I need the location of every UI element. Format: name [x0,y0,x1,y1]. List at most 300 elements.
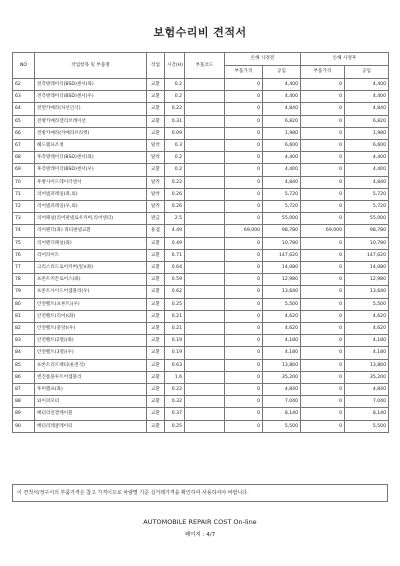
table-row [13,310,389,322]
table-row [13,164,389,176]
row-after-labor: 4,620 [345,323,389,335]
row-no: 79 [13,286,35,298]
row-after-parts: 0 [301,140,345,152]
row-no: 89 [13,408,35,420]
row-after-parts: 0 [301,103,345,115]
row-no: 73 [13,213,35,225]
row-item-name: 리어패널(리어판넬로우커버,리어센터) [35,213,147,225]
estimate-table-wrapper [12,52,388,433]
row-hours: 0.21 [165,310,185,322]
row-before-parts: 0 [225,359,263,371]
row-item-name: 전방카메라캘리브레이션 [35,115,147,127]
row-no: 86 [13,371,35,383]
row-after-labor: 147,620 [345,249,389,261]
table-row [13,140,389,152]
page-number: 페이지 : 4/7 [184,532,216,538]
row-item-name: 후미램프(좌) [35,384,147,396]
row-after-parts: 0 [301,91,345,103]
row-item-name: 안전벨트(리어)(좌) [35,310,147,322]
row-part-code [185,310,225,322]
table-row [13,91,389,103]
row-hours: 0.22 [165,384,185,396]
row-no: 87 [13,384,35,396]
row-before-parts: 0 [225,384,263,396]
table-row [13,323,389,335]
row-after-parts: 0 [301,213,345,225]
row-before-parts: 0 [225,408,263,420]
row-work: 교환 [147,323,165,335]
row-before-parts: 0 [225,201,263,213]
row-no: 78 [13,274,35,286]
disclaimer-note: 이 견적서/정구서의 부품가격은 참고 가격이므로 차량별 기준 실거래가격을 확인하여 사용하셔야 바랍니다. [12,484,388,502]
row-work: 교환 [147,237,165,249]
row-no: 81 [13,310,35,322]
header-after-labor: 공임 [345,66,389,79]
row-work: 교환 [147,127,165,139]
row-item-name: 안전벨트(2열)(좌) [35,335,147,347]
row-after-parts: 0 [301,347,345,359]
row-part-code [185,188,225,200]
row-hours: 0.22 [165,176,185,188]
row-no: 70 [13,176,35,188]
row-before-labor: 4,180 [263,347,301,359]
row-hours: 0.2 [165,79,185,91]
row-before-parts: 0 [225,396,263,408]
row-work: 교환 [147,91,165,103]
row-before-labor: 4,400 [263,91,301,103]
row-item-name: 후측방레이더(BSD)센서(우) [35,164,147,176]
row-no: 75 [13,237,35,249]
row-no: 84 [13,347,35,359]
row-work: 탈착 [147,201,165,213]
row-after-parts: 0 [301,115,345,127]
row-hours: 4.49 [165,225,185,237]
table-row [13,213,389,225]
row-item-name: 헤드램프조정 [35,140,147,152]
row-before-parts: 0 [225,152,263,164]
row-after-parts: 0 [301,79,345,91]
row-after-parts: 0 [301,408,345,420]
row-work: 판금 [147,213,165,225]
row-after-parts: 0 [301,371,345,383]
table-row [13,384,389,396]
table-row [13,225,389,237]
table-row [13,359,389,371]
table-row [13,188,389,200]
header-no: NO [13,53,35,79]
row-no: 67 [13,140,35,152]
row-work: 교환 [147,420,165,432]
row-before-parts: 0 [225,188,263,200]
row-item-name: 엔진룸플루트어셈블리 [35,371,147,383]
table-row [13,262,389,274]
table-row [13,237,389,249]
row-no: 88 [13,396,35,408]
row-hours: 0.3 [165,140,185,152]
row-work: 교환 [147,335,165,347]
row-part-code [185,127,225,139]
row-part-code [185,103,225,115]
row-before-labor: 12,980 [263,274,301,286]
row-part-code [185,91,225,103]
table-row [13,286,389,298]
row-after-parts: 69,000 [301,225,345,237]
row-no: 68 [13,152,35,164]
table-row [13,249,389,261]
table-row [13,298,389,310]
row-work: 교환 [147,396,165,408]
row-hours: 2.5 [165,213,185,225]
row-hours: 0.26 [165,201,185,213]
row-after-labor: 7,040 [345,396,389,408]
table-row [13,152,389,164]
row-after-labor: 1,980 [345,127,389,139]
row-part-code [185,152,225,164]
row-work: 교환 [147,274,165,286]
row-before-parts: 0 [225,274,263,286]
row-hours: 0.25 [165,298,185,310]
row-work: 탈착 [147,188,165,200]
footer-brand: AUTOMOBILE REPAIR COST On-line [143,518,257,526]
table-row [13,420,389,432]
row-before-parts: 0 [225,115,263,127]
row-after-labor: 5,500 [345,420,389,432]
row-hours: 0.19 [165,335,185,347]
row-before-parts: 0 [225,310,263,322]
row-work: 교환 [147,115,165,127]
row-work: 교환 [147,384,165,396]
row-after-labor: 4,180 [345,347,389,359]
row-after-labor: 12,980 [345,274,389,286]
row-no: 64 [13,103,35,115]
row-item-name: 리어펜더패널(좌) [35,237,147,249]
row-item-name: 리어범퍼레일(좌,외) [35,188,147,200]
row-no: 74 [13,225,35,237]
row-after-parts: 0 [301,359,345,371]
row-after-parts: 0 [301,176,345,188]
row-no: 65 [13,115,35,127]
row-no: 83 [13,335,35,347]
row-part-code [185,262,225,274]
row-before-labor: 4,400 [263,79,301,91]
row-before-labor: 4,180 [263,335,301,347]
row-before-parts: 0 [225,91,263,103]
row-after-parts: 0 [301,237,345,249]
row-no: 71 [13,188,35,200]
row-before-parts: 0 [225,249,263,261]
row-before-labor: 5,500 [263,420,301,432]
row-after-parts: 0 [301,201,345,213]
table-row [13,408,389,420]
row-before-parts: 0 [225,103,263,115]
row-before-labor: 147,620 [263,249,301,261]
row-work: 교환 [147,347,165,359]
header-row-top [13,53,389,66]
row-item-name: 배터리연결케이블 [35,408,147,420]
row-no: 62 [13,79,35,91]
row-hours: 0.2 [165,152,185,164]
row-after-labor: 4,400 [345,79,389,91]
row-part-code [185,335,225,347]
row-no: 90 [13,420,35,432]
row-part-code [185,237,225,249]
row-work: 교환 [147,286,165,298]
row-part-code [185,323,225,335]
row-before-labor: 98,780 [263,225,301,237]
row-no: 77 [13,262,35,274]
table-body [13,79,389,433]
row-after-labor: 10,780 [345,237,389,249]
row-part-code [185,225,225,237]
row-no: 76 [13,249,35,261]
row-before-labor: 5,500 [263,298,301,310]
table-row [13,371,389,383]
table-row [13,274,389,286]
row-item-name: 크리스티드로어커버(앞)(좌) [35,262,147,274]
row-before-parts: 0 [225,176,263,188]
row-item-name: 리어펜더(좌) 쿼터판넬교환 [35,225,147,237]
row-after-labor: 4,620 [345,310,389,322]
row-after-parts: 0 [301,335,345,347]
row-hours: 0.59 [165,274,185,286]
row-after-parts: 0 [301,420,345,432]
row-before-labor: 4,840 [263,176,301,188]
row-part-code [185,384,225,396]
row-before-labor: 7,040 [263,396,301,408]
row-before-labor: 4,840 [263,384,301,396]
row-part-code [185,359,225,371]
row-hours: 0.32 [165,396,185,408]
row-work: 탈착 [147,152,165,164]
row-hours: 6.71 [165,249,185,261]
row-after-parts: 0 [301,384,345,396]
row-before-parts: 0 [225,335,263,347]
row-item-name: 전측방레이더(BSD)센서(좌) [35,79,147,91]
row-after-labor: 98,780 [345,225,389,237]
row-before-parts: 0 [225,164,263,176]
row-before-parts: 0 [225,237,263,249]
row-hours: 0.49 [165,237,185,249]
row-before-parts: 0 [225,298,263,310]
row-before-labor: 4,620 [263,310,301,322]
row-after-labor: 4,400 [345,91,389,103]
row-after-labor: 5,500 [345,298,389,310]
row-item-name: 와이퍼모터 [35,396,147,408]
row-before-labor: 5,720 [263,201,301,213]
row-after-parts: 0 [301,396,345,408]
row-work: 탈착 [147,176,165,188]
header-before-parts: 부품가격 [225,66,263,79]
row-work: 교환 [147,103,165,115]
row-before-labor: 1,980 [263,127,301,139]
row-item-name: 프론트리트랙터(운전석) [35,359,147,371]
row-hours: 0.19 [165,347,185,359]
table-row [13,396,389,408]
row-before-labor: 14,080 [263,262,301,274]
row-before-parts: 0 [225,79,263,91]
row-before-labor: 6,600 [263,140,301,152]
row-work: 교환 [147,262,165,274]
row-before-parts: 0 [225,213,263,225]
row-no: 80 [13,298,35,310]
row-before-parts: 0 [225,127,263,139]
row-before-parts: 0 [225,420,263,432]
row-item-name: 안전벨트(중앙)(우) [35,323,147,335]
row-part-code [185,115,225,127]
row-before-labor: 5,720 [263,188,301,200]
row-before-parts: 0 [225,347,263,359]
row-after-labor: 6,600 [345,140,389,152]
row-part-code [185,347,225,359]
row-before-labor: 55,000 [263,213,301,225]
row-after-labor: 13,860 [345,359,389,371]
row-item-name: 배터리레귤레이터 [35,420,147,432]
row-part-code [185,213,225,225]
row-item-name: 프론트커튼로어스(좌) [35,274,147,286]
row-before-parts: 0 [225,323,263,335]
row-after-labor: 6,820 [345,115,389,127]
row-work: 용접 [147,225,165,237]
row-hours: 0.64 [165,262,185,274]
table-row [13,347,389,359]
row-after-labor: 4,840 [345,176,389,188]
row-after-parts: 0 [301,274,345,286]
row-after-labor: 13,640 [345,286,389,298]
row-part-code [185,371,225,383]
row-hours: 0.63 [165,359,185,371]
row-work: 교환 [147,164,165,176]
row-item-name: 안전벨트(프론트)(우) [35,298,147,310]
table-row [13,201,389,213]
row-after-parts: 0 [301,286,345,298]
row-item-name: 전방카메라(카메라브라켓) [35,127,147,139]
row-before-labor: 6,820 [263,115,301,127]
table-row [13,115,389,127]
row-hours: 0.2 [165,164,185,176]
row-part-code [185,408,225,420]
table-row [13,103,389,115]
row-item-name: 안전벨트(3열)(우) [35,347,147,359]
row-part-code [185,79,225,91]
row-item-name: 프론트사이드어셈블리(우) [35,286,147,298]
row-before-labor: 10,780 [263,237,301,249]
row-before-parts: 0 [225,286,263,298]
row-item-name: 전측방레이더(BSD)센서(우) [35,91,147,103]
row-hours: 0.09 [165,127,185,139]
document-title: 보험수리비 견적서 [153,26,247,39]
row-after-parts: 0 [301,164,345,176]
row-before-labor: 13,860 [263,359,301,371]
row-after-labor: 4,840 [345,384,389,396]
row-item-name: 후측방레이더(BSD)센서(좌) [35,152,147,164]
estimate-table [12,52,389,433]
row-work: 교환 [147,310,165,322]
row-part-code [185,396,225,408]
row-work: 교환 [147,298,165,310]
row-hours: 0.26 [165,188,185,200]
row-after-parts: 0 [301,262,345,274]
row-before-labor: 4,400 [263,152,301,164]
table-row [13,335,389,347]
row-before-labor: 4,620 [263,323,301,335]
row-work: 교환 [147,249,165,261]
row-no: 63 [13,91,35,103]
row-hours: 0.37 [165,408,185,420]
row-hours: 0.22 [165,103,185,115]
row-hours: 1.6 [165,371,185,383]
row-part-code [185,140,225,152]
row-before-parts: 69,000 [225,225,263,237]
row-before-parts: 0 [225,371,263,383]
header-hours: 시간(H) [165,53,185,79]
row-no: 82 [13,323,35,335]
row-after-labor: 14,080 [345,262,389,274]
row-after-parts: 0 [301,323,345,335]
row-part-code [185,176,225,188]
table-row [13,176,389,188]
row-after-labor: 4,180 [345,335,389,347]
row-item-name: 리어라이트 [35,249,147,261]
row-after-parts: 0 [301,152,345,164]
row-before-labor: 4,400 [263,164,301,176]
row-work: 교환 [147,79,165,91]
table-row [13,79,389,91]
row-after-parts: 0 [301,249,345,261]
row-part-code [185,298,225,310]
row-item-name: 리어범퍼레일(우,외) [35,201,147,213]
row-before-parts: 0 [225,140,263,152]
row-part-code [185,274,225,286]
row-hours: 0.31 [165,115,185,127]
row-after-labor: 35,200 [345,371,389,383]
row-before-labor: 13,640 [263,286,301,298]
row-after-labor: 4,400 [345,164,389,176]
row-after-parts: 0 [301,127,345,139]
row-after-labor: 4,840 [345,103,389,115]
row-work: 교환 [147,371,165,383]
table-row [13,127,389,139]
header-after-parts: 부품가격 [301,66,345,79]
header-item-name: 작업항목 및 부품명 [35,53,147,79]
row-before-parts: 0 [225,262,263,274]
row-after-labor: 5,720 [345,188,389,200]
row-no: 69 [13,164,35,176]
row-after-parts: 0 [301,188,345,200]
row-after-parts: 0 [301,310,345,322]
row-part-code [185,201,225,213]
header-before-adjustment: 손해 사정전 [225,53,301,66]
row-item-name: 전면카메라(차선인식) [35,103,147,115]
row-work: 교환 [147,408,165,420]
row-no: 85 [13,359,35,371]
row-after-labor: 8,140 [345,408,389,420]
row-part-code [185,249,225,261]
row-after-parts: 0 [301,298,345,310]
row-hours: 0.21 [165,323,185,335]
row-before-labor: 8,140 [263,408,301,420]
header-before-labor: 공임 [263,66,301,79]
row-before-labor: 35,200 [263,371,301,383]
row-hours: 0.25 [165,420,185,432]
row-part-code [185,164,225,176]
row-after-labor: 5,720 [345,201,389,213]
row-no: 66 [13,127,35,139]
row-no: 72 [13,201,35,213]
header-after-adjustment: 손해 사정후 [301,53,389,66]
row-part-code [185,420,225,432]
row-hours: 0.62 [165,286,185,298]
row-after-labor: 55,000 [345,213,389,225]
